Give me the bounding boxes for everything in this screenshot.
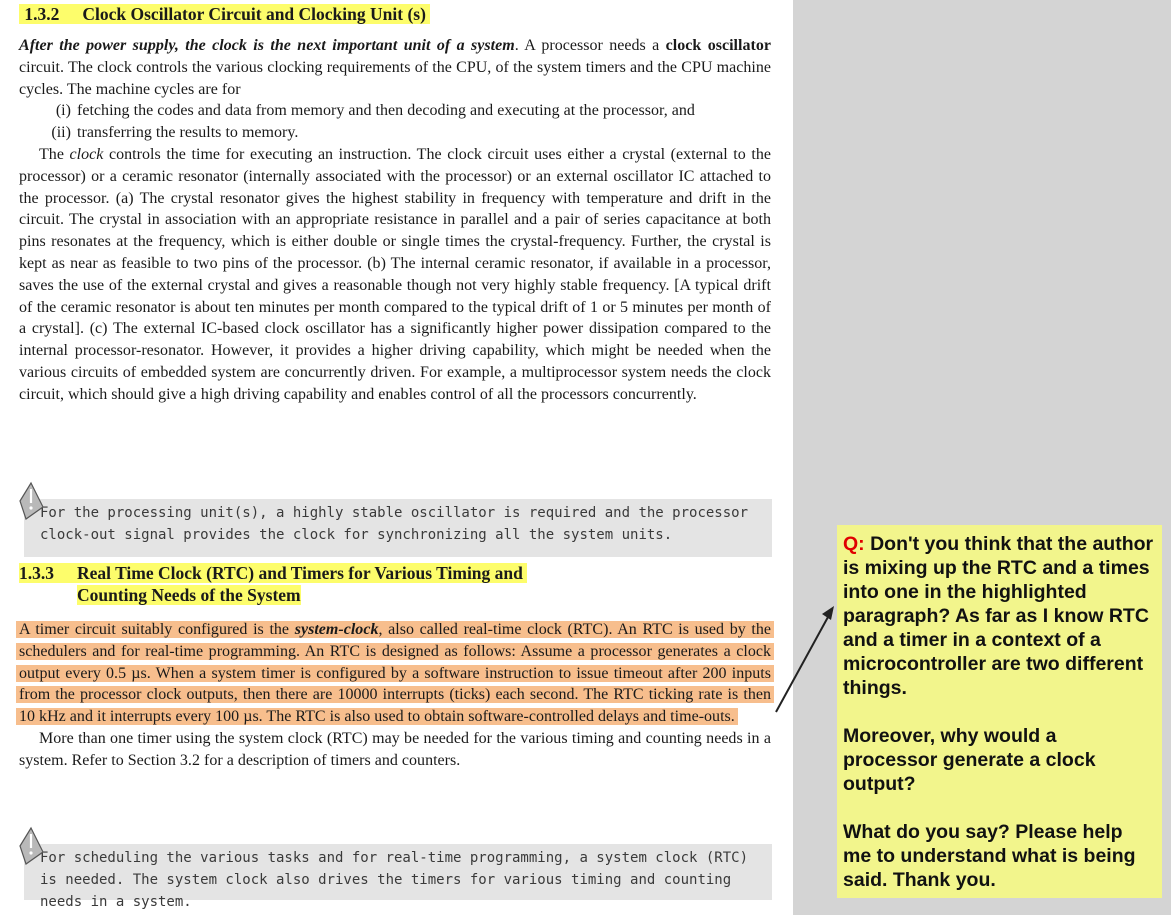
intro-text: . A processor needs a bbox=[514, 37, 666, 54]
clock-paragraph bbox=[19, 144, 771, 406]
note-pointer-icon bbox=[16, 826, 46, 866]
section-body-1-3-2 bbox=[19, 35, 771, 406]
section-title-line1: Real Time Clock (RTC) and Timers for Various Timing and bbox=[77, 563, 523, 583]
list-text: transferring the results to memory. bbox=[77, 124, 299, 142]
note-text: For the processing unit(s), a highly stable oscillator is required and the processor clock-out signal provides the clock for synchronizing all the system units. bbox=[40, 505, 749, 543]
para-pre: The bbox=[39, 145, 70, 163]
highlighted-paragraph bbox=[19, 619, 771, 728]
list-item bbox=[19, 122, 771, 144]
section-title-line2: Counting Needs of the System bbox=[77, 585, 301, 605]
hl-pre: A timer circuit suitably configured is the bbox=[19, 621, 295, 638]
hl-rest: , also called real-time clock (RTC). An RTC is used by the schedulers and for real-time programming. An RTC is designed as follows: Assume a processor generates a clock output every 0.5 µs. When a system timer is configured by a software instruction to issue timeout after 200 inputs from the processor clock outputs, then there are 10000 interrupts (ticks) each second. The RTC ticking rate is then 10 kHz and it interrupts every 100 µs. The RTC is also used to obtain software-controlled delays and time-outs. bbox=[19, 621, 771, 726]
note-pointer-icon bbox=[16, 481, 46, 521]
note-text: For scheduling the various tasks and for real-time programming, a system clock (RTC) is needed. The system clock also drives the timers for various timing and counting needs in a system. bbox=[40, 850, 749, 910]
para-italic: clock bbox=[69, 145, 104, 163]
para-rest: controls the time for executing an instruction. The clock circuit uses either a crystal (external to the processor) or a ceramic resonator (internally associated with the processor) or an external oscillator IC attached to the processor. (a) The crystal resonator gives the highest stability in frequency with temperature and drift in the circuit. The crystal in association with an appropriate resistance in parallel and a pair of series capacitance at both pins resonates at the frequency, which is either double or single times the crystal-frequency. Further, the crystal is kept as near as feasible to two pins of the processor. (b) The internal ceramic resonator, if available in a processor, saves the use of the external crystal and gives a reasonable though not very highly stable frequency. [A typical drift of the ceramic resonator is about ten minutes per month compared to the typical drift of 1 or 5 minutes per month of a crystal]. (c) The external IC-based clock oscillator has a significantly higher power dissipation compared to the internal processor-resonator. However, it provides a higher driving capability, which might be needed when the various circuits of embedded system are concurrently driven. For example, a multiprocessor system needs the clock circuit, which should give a high driving capability and enables control of all the processors concurrently. bbox=[19, 145, 771, 403]
question-text-3: What do you say? Please help me to understand what is being said. Thank you. bbox=[843, 821, 1136, 891]
section-title: Clock Oscillator Circuit and Clocking Unit (s) bbox=[82, 4, 426, 24]
section-body-1-3-3 bbox=[19, 619, 771, 772]
hl-bold-italic: system-clock bbox=[294, 621, 379, 638]
margin-note-1 bbox=[24, 499, 772, 557]
list-item bbox=[19, 100, 771, 122]
timer-paragraph: More than one timer using the system clock (RTC) may be needed for the various timing and counting needs in a system. Refer to Section 3.2 for a description of timers and counters. bbox=[19, 729, 771, 769]
section-heading-1-3-3 bbox=[19, 562, 527, 606]
list-label: (ii) bbox=[51, 124, 71, 142]
list-text: fetching the codes and data from memory and then decoding and executing at the processor, and bbox=[77, 102, 695, 120]
list-label: (i) bbox=[55, 102, 71, 120]
question-text-2: Moreover, why would a processor generate a clock output? bbox=[843, 725, 1096, 795]
margin-note-2 bbox=[24, 844, 772, 910]
question-label: Q: bbox=[843, 533, 865, 555]
intro-text-rest: circuit. The clock controls the various clocking requirements of the CPU, of the system timers and the CPU machine cycles. The machine cycles are for bbox=[19, 58, 771, 98]
intro-bold: clock oscillator bbox=[665, 37, 771, 54]
section-number: 1.3.3 bbox=[19, 563, 54, 583]
section-heading-1-3-2 bbox=[19, 3, 430, 25]
question-text-1: Don't you think that the author is mixing up the RTC and a times into one in the highlighted paragraph? As far as I know RTC and a timer in a context of a microcontroller are two different things. bbox=[843, 533, 1154, 699]
question-box bbox=[837, 525, 1162, 898]
intro-italic: After the power supply, the clock is the next important unit of a system bbox=[19, 37, 515, 54]
section-number: 1.3.2 bbox=[24, 4, 60, 24]
